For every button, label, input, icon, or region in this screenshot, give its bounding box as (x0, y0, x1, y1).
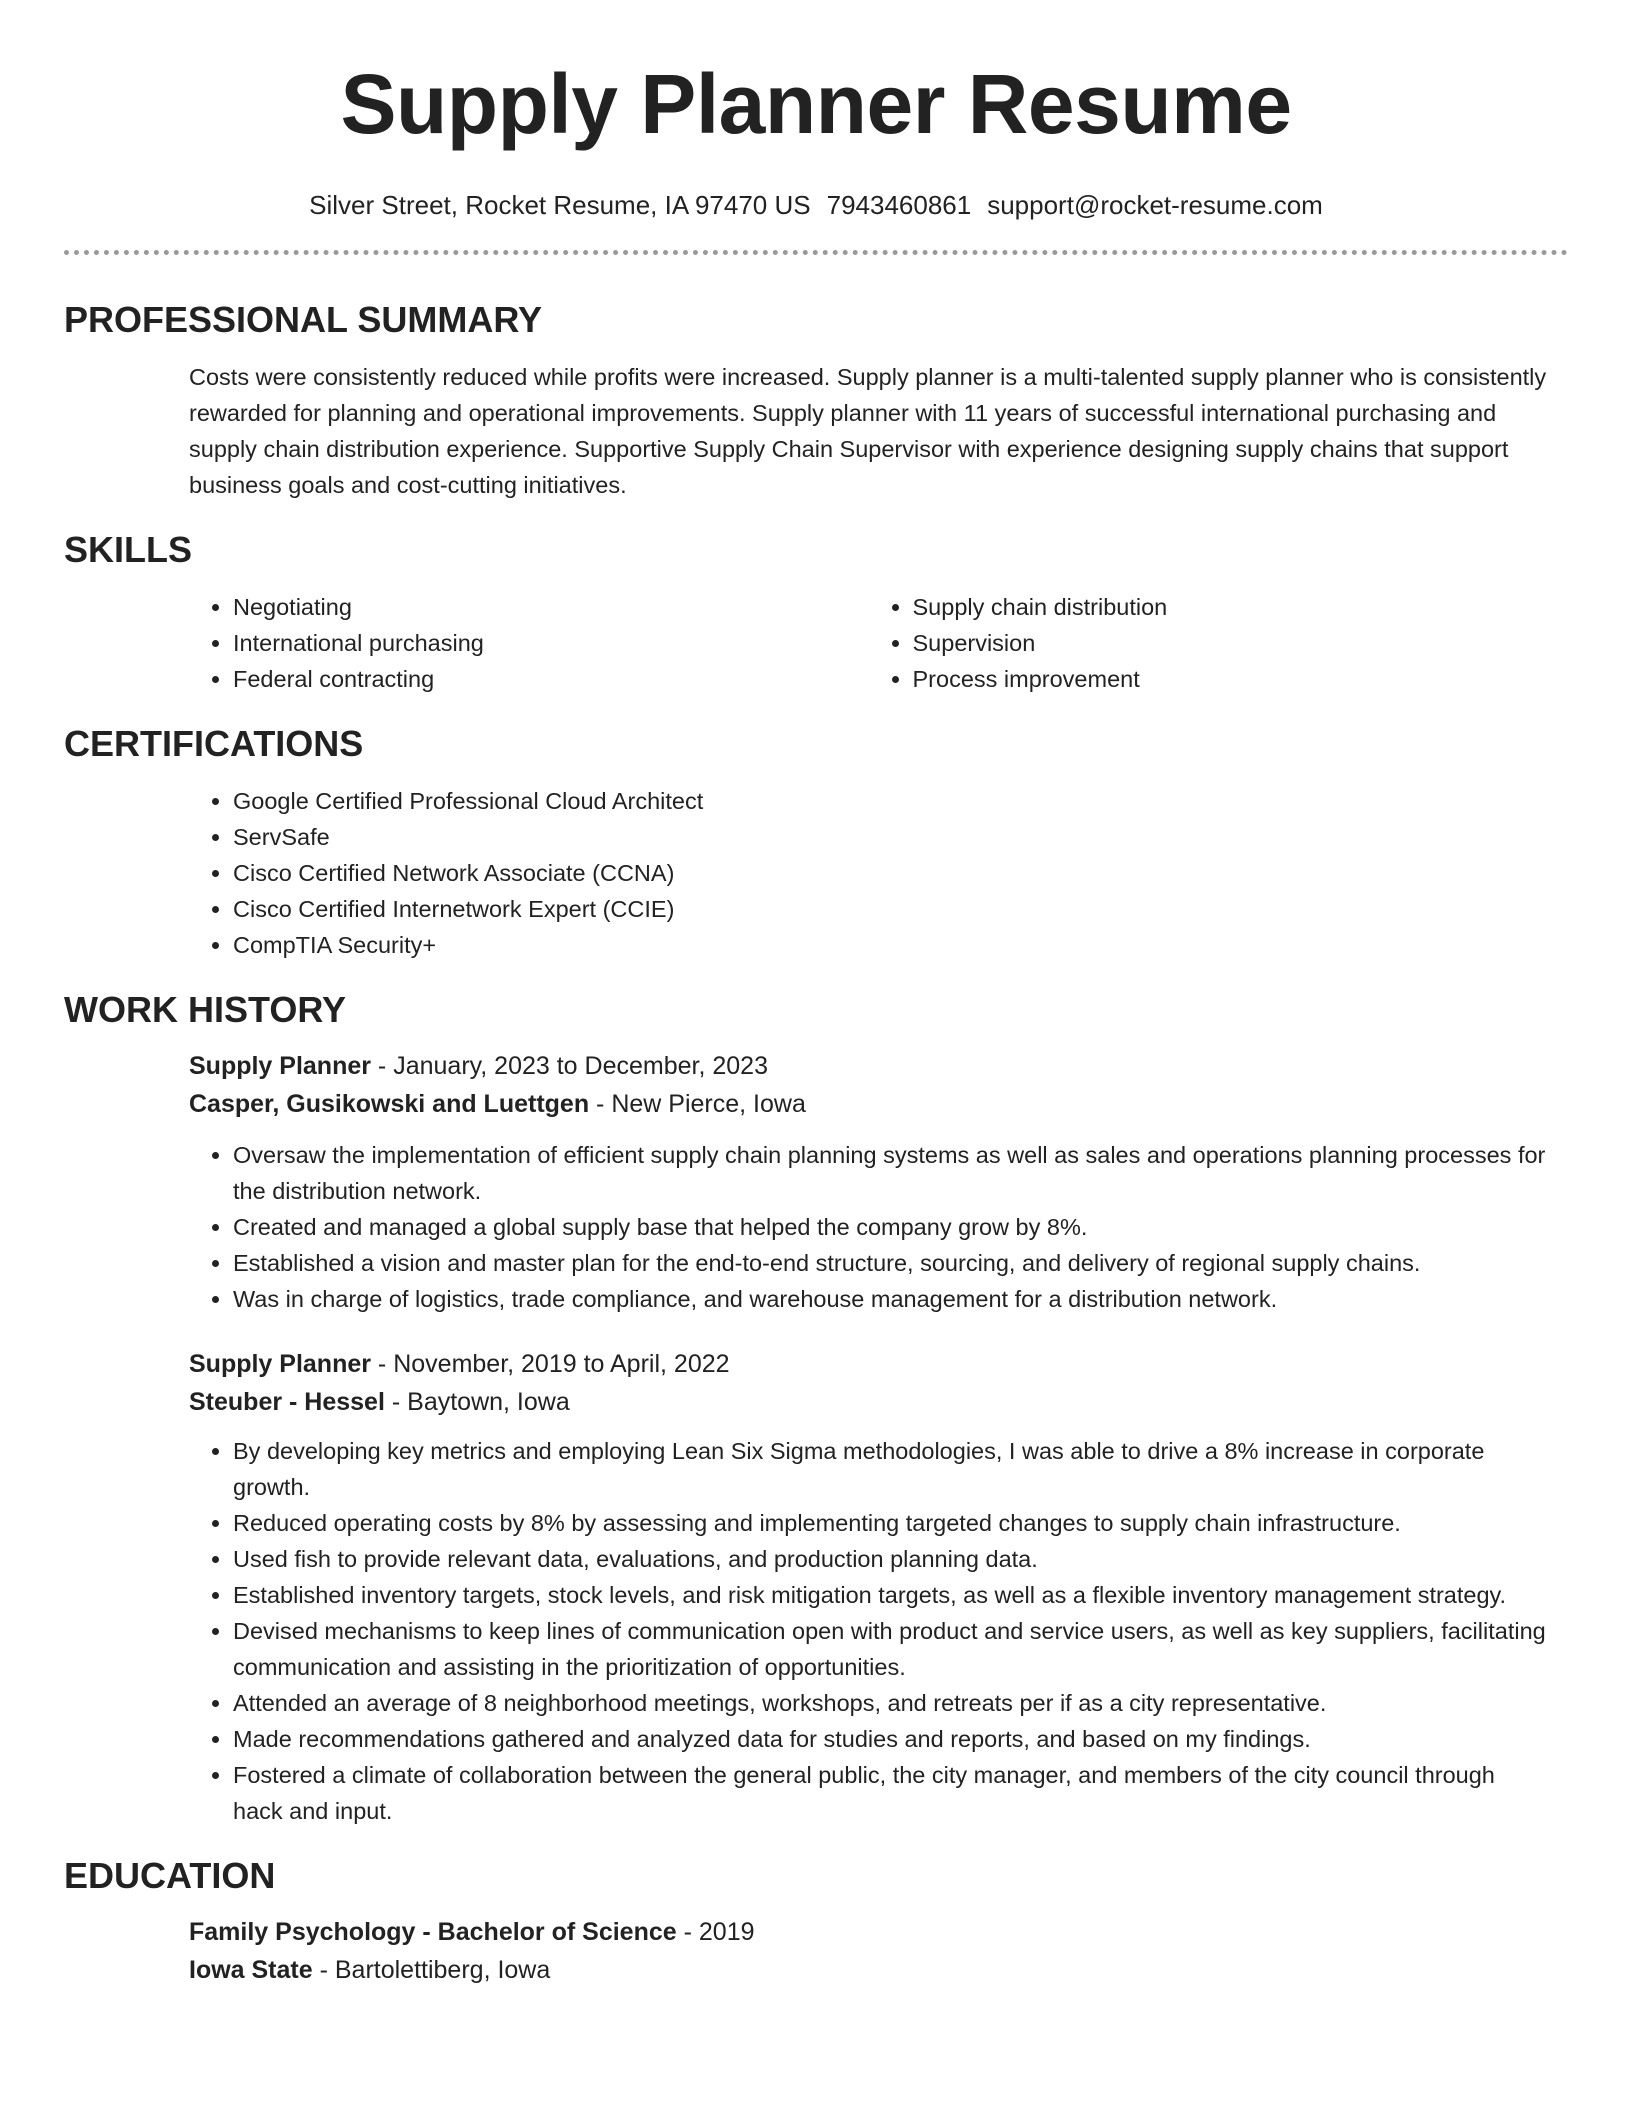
education-location: - Bartolettiberg, Iowa (312, 1956, 551, 1984)
job-location: - New Pierce, Iowa (589, 1090, 806, 1118)
certification-item: • Cisco Certified Internetwork Expert (CCIE) (233, 891, 1548, 927)
contact-email: support@rocket-resume.com (987, 190, 1323, 220)
skill-item: • Negotiating (233, 589, 869, 625)
job-entry (189, 1345, 1548, 1829)
education-year: - 2019 (676, 1918, 755, 1946)
certification-item: • CompTIA Security+ (233, 927, 1548, 963)
job-bullet: • By developing key metrics and employing Lean Six Sigma methodologies, I was able to drive a 8% increase in corporate growth. (233, 1433, 1548, 1505)
education-heading: EDUCATION (64, 1855, 276, 1896)
job-bullet: • Made recommendations gathered and analyzed data for studies and reports, and based on my findings. (233, 1721, 1548, 1757)
summary-block (189, 359, 1548, 503)
job-bullet: • Reduced operating costs by 8% by assessing and implementing targeted changes to supply chain infrastructure. (233, 1505, 1548, 1541)
certification-item: • Cisco Certified Network Associate (CCNA) (233, 855, 1548, 891)
job-title: Supply Planner (189, 1350, 371, 1378)
education-entry (189, 1913, 1548, 1989)
job-title-line (189, 1345, 1548, 1383)
job-bullets (189, 1137, 1548, 1317)
work-history-heading: WORK HISTORY (64, 989, 347, 1030)
skill-item: • Federal contracting (233, 661, 869, 697)
skills-heading: SKILLS (64, 529, 193, 570)
job-bullet: • Created and managed a global supply base that helped the company grow by 8%. (233, 1209, 1548, 1245)
job-bullet: • Used fish to provide relevant data, evaluations, and production planning data. (233, 1541, 1548, 1577)
resume-title: Supply Planner Resume (340, 57, 1292, 151)
contact-phone: 7943460861 (826, 190, 972, 220)
header-divider (64, 250, 1568, 255)
skills-column-right (869, 589, 1549, 697)
job-company: Casper, Gusikowski and Luettgen (189, 1090, 590, 1118)
certification-item: • Google Certified Professional Cloud Architect (233, 783, 1548, 819)
job-title: Supply Planner (189, 1052, 371, 1080)
education-school-line (189, 1951, 1548, 1989)
job-title-line (189, 1047, 1548, 1085)
certifications-block (189, 783, 1548, 963)
job-dates: - November, 2019 to April, 2022 (370, 1350, 730, 1378)
education-degree: Family Psychology - Bachelor of Science (189, 1918, 677, 1946)
job-bullet: • Attended an average of 8 neighborhood meetings, workshops, and retreats per if as a city representative. (233, 1685, 1548, 1721)
job-bullet: • Fostered a climate of collaboration between the general public, the city manager, and members of the city council through hack and input. (233, 1757, 1548, 1829)
job-bullet: • Was in charge of logistics, trade compliance, and warehouse management for a distribution network. (233, 1281, 1548, 1317)
job-dates: - January, 2023 to December, 2023 (370, 1052, 768, 1080)
job-entry (189, 1047, 1548, 1317)
job-bullet: • Oversaw the implementation of efficient supply chain planning systems as well as sales and operations planning processes for the distribution network. (233, 1137, 1548, 1209)
job-company: Steuber - Hessel (189, 1388, 385, 1416)
job-bullets (189, 1433, 1548, 1829)
certifications-heading: CERTIFICATIONS (64, 723, 364, 764)
certifications-list (189, 783, 1548, 963)
education-school: Iowa State (189, 1956, 313, 1984)
certification-item: • ServSafe (233, 819, 1548, 855)
skill-item: • International purchasing (233, 625, 869, 661)
job-bullet: • Established a vision and master plan for the end-to-end structure, sourcing, and delivery of regional supply chains. (233, 1245, 1548, 1281)
job-location: - Baytown, Iowa (384, 1388, 570, 1416)
skill-item: • Supervision (913, 625, 1549, 661)
summary-heading: PROFESSIONAL SUMMARY (64, 299, 543, 340)
contact-line (64, 190, 1568, 220)
skills-column-left (189, 589, 869, 697)
job-bullet: • Established inventory targets, stock levels, and risk mitigation targets, as well as a flexible inventory management strategy. (233, 1577, 1548, 1613)
education-degree-line (189, 1913, 1548, 1951)
contact-address: Silver Street, Rocket Resume, IA 97470 US (309, 190, 811, 220)
skill-item: • Supply chain distribution (913, 589, 1549, 625)
summary-text: Costs were consistently reduced while profits were increased. Supply planner is a multi-talented supply planner who is consistently rewarded for planning and operational improvements. Supply planner with 11 years of successful international purchasing and supply chain distribution experience. Supportive Supply Chain Supervisor with experience designing supply chains that support business goals and cost-cutting initiatives. (189, 364, 1547, 498)
job-bullet: • Devised mechanisms to keep lines of communication open with product and service users, as well as key suppliers, facilitating communication and assisting in the prioritization of opportunities. (233, 1613, 1548, 1685)
job-company-line (189, 1085, 1548, 1123)
job-company-line (189, 1383, 1548, 1421)
skills-list (189, 589, 1548, 697)
skill-item: • Process improvement (913, 661, 1549, 697)
